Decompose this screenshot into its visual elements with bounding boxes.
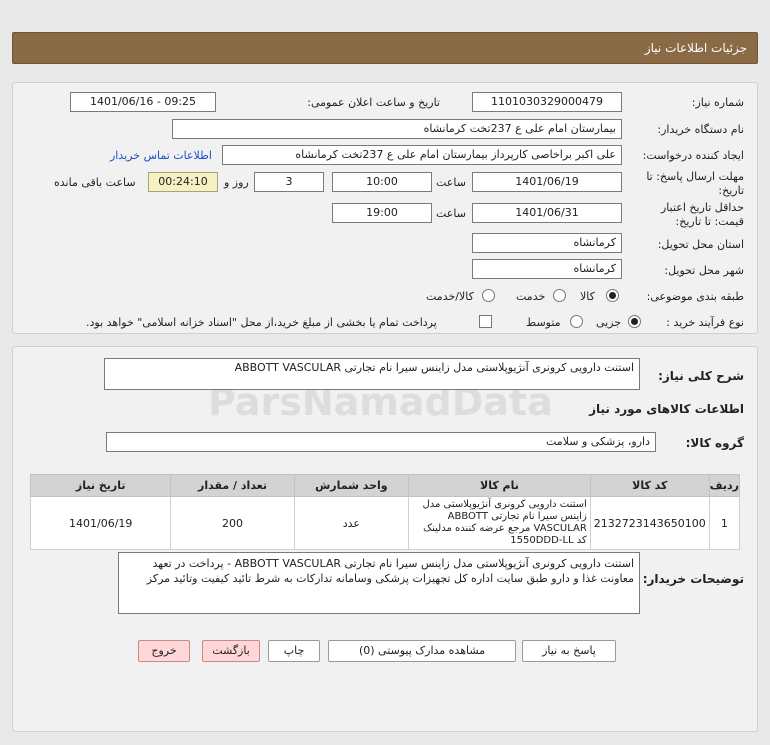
treasury-payment-checkbox[interactable] <box>479 315 492 328</box>
deadline-label-line1: مهلت ارسال پاسخ: تا <box>646 170 744 183</box>
requester-label: ایجاد کننده درخواست: <box>642 149 744 162</box>
need-number-field: 1101030329000479 <box>472 92 622 112</box>
deadline-days-label: روز و <box>224 176 249 189</box>
process-option-medium: متوسط <box>526 316 561 329</box>
col-code: کد کالا <box>590 475 709 497</box>
item-group-label: گروه کالا: <box>685 436 744 450</box>
col-unit: واحد شمارش <box>294 475 408 497</box>
validity-time-label: ساعت <box>436 207 466 220</box>
items-section-title: اطلاعات کالاهای مورد نیاز <box>589 402 744 416</box>
description-label: شرح کلی نیاز: <box>658 369 744 383</box>
row-name: استنت دارویی کرونری آنژیوپلاستی مدل زاینس سیرا نام تجارتی ABBOTT VASCULAR مرجع عرضه کننده مدلینک کد 1550DDD-LL <box>409 497 591 550</box>
table-row <box>31 497 740 550</box>
reply-button[interactable]: پاسخ به نیاز <box>522 640 616 662</box>
row-qty: 200 <box>171 497 294 550</box>
items-table-header <box>31 475 740 497</box>
buyer-notes-field: استنت دارویی کرونری آنژیوپلاستی مدل زاینس سیرا نام تجارتی ABBOTT VASCULAR - پرداخت در تعهد معاونت غذا و دارو طبق سایت اداره کل تجهیزات پزشکی وسامانه تدارکات به شرط تائید کیفیت وتائید مرکز <box>118 552 640 614</box>
row-code: 2132723143650100 <box>590 497 709 550</box>
row-unit: عدد <box>294 497 408 550</box>
item-group-field: دارو، پزشکی و سلامت <box>106 432 656 452</box>
remaining-time-label: ساعت باقی مانده <box>54 176 136 189</box>
buyer-notes-label: توضیحات خریدار: <box>642 572 744 586</box>
requester-field: علی اکبر براخاصی کارپرداز بیمارستان امام علی ع 237تخت کرمانشاه <box>222 145 622 165</box>
category-option-service: خدمت <box>516 290 546 303</box>
province-label: استان محل تحویل: <box>657 238 744 251</box>
col-index: ردیف <box>709 475 739 497</box>
buyer-org-label: نام دستگاه خریدار: <box>657 123 744 136</box>
col-qty: تعداد / مقدار <box>171 475 294 497</box>
category-radio-goods[interactable] <box>606 289 619 302</box>
col-name: نام کالا <box>409 475 591 497</box>
validity-label-line1: حداقل تاریخ اعتبار <box>660 201 744 214</box>
page-title: جزئیات اطلاعات نیاز <box>644 41 747 55</box>
process-label: نوع فرآیند خرید : <box>666 316 744 329</box>
buyer-contact-link[interactable]: اطلاعات تماس خریدار <box>110 149 212 162</box>
col-date: تاریخ نیاز <box>31 475 171 497</box>
row-index: 1 <box>709 497 739 550</box>
category-option-goods-service: کالا/خدمت <box>426 290 474 303</box>
deadline-time-label: ساعت <box>436 176 466 189</box>
process-radio-minor[interactable] <box>628 315 641 328</box>
buyer-org-field: بیمارستان امام علی ع 237تخت کرمانشاه <box>172 119 622 139</box>
announce-label: تاریخ و ساعت اعلان عمومی: <box>307 96 440 109</box>
description-field: استنت دارویی کرونری آنژیوپلاستی مدل زاینس سیرا نام تجارتی ABBOTT VASCULAR <box>104 358 640 390</box>
remaining-time-field: 00:24:10 <box>148 172 218 192</box>
deadline-days-field: 3 <box>254 172 324 192</box>
category-option-goods: کالا <box>580 290 595 303</box>
city-field: کرمانشاه <box>472 259 622 279</box>
validity-time-field: 19:00 <box>332 203 432 223</box>
row-date: 1401/06/19 <box>31 497 171 550</box>
exit-button[interactable]: خروج <box>138 640 190 662</box>
need-number-label: شماره نیاز: <box>691 96 744 109</box>
deadline-time-field: 10:00 <box>332 172 432 192</box>
treasury-payment-note: پرداخت تمام یا بخشی از مبلغ خرید،از محل "اسناد خزانه اسلامی" خواهد بود. <box>86 316 437 329</box>
validity-label-line2: قیمت: تا تاریخ: <box>675 215 744 228</box>
category-radio-service[interactable] <box>553 289 566 302</box>
page-title-bar <box>12 32 758 64</box>
category-label: طبقه بندی موضوعی: <box>646 290 744 303</box>
announce-field: 1401/06/16 - 09:25 <box>70 92 216 112</box>
category-radio-goods-service[interactable] <box>482 289 495 302</box>
process-option-minor: جزیی <box>596 316 622 329</box>
city-label: شهر محل تحویل: <box>664 264 744 277</box>
print-button[interactable]: چاپ <box>268 640 320 662</box>
province-field: کرمانشاه <box>472 233 622 253</box>
validity-date-field: 1401/06/31 <box>472 203 622 223</box>
deadline-date-field: 1401/06/19 <box>472 172 622 192</box>
deadline-label-line2: تاریخ: <box>718 184 744 197</box>
items-table <box>30 474 740 550</box>
view-attachments-button[interactable]: مشاهده مدارک پیوستی (0) <box>328 640 516 662</box>
process-radio-medium[interactable] <box>570 315 583 328</box>
back-button[interactable]: بازگشت <box>202 640 260 662</box>
